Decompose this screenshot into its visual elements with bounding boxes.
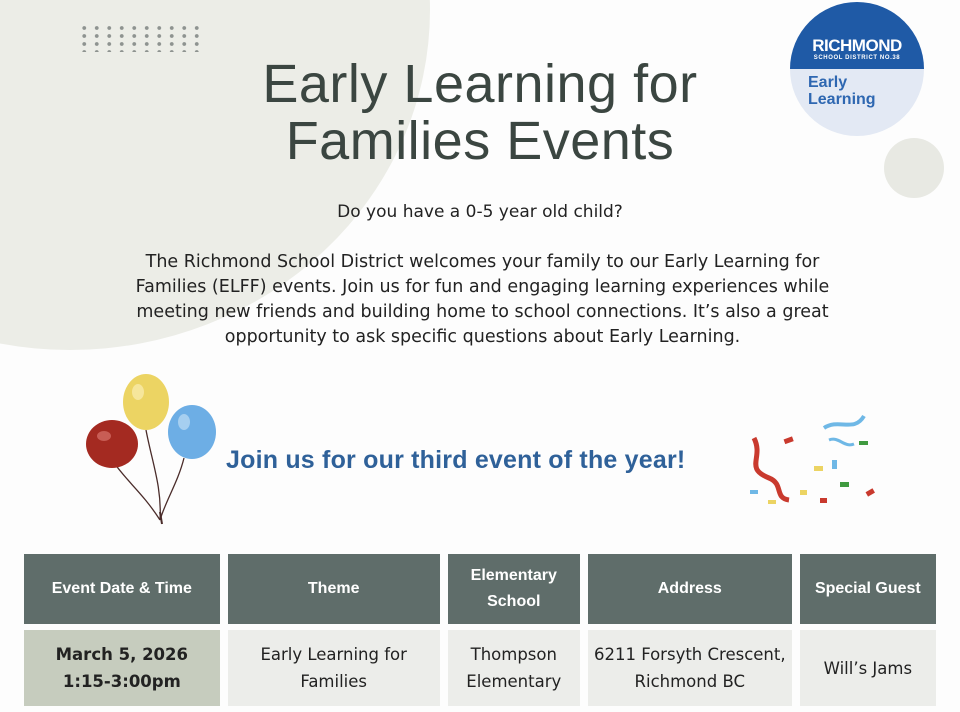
cell-theme: Early Learning for Families bbox=[228, 630, 440, 706]
cell-school: Thompson Elementary bbox=[448, 630, 580, 706]
header-school: Elementary School bbox=[448, 554, 580, 624]
title-line2: Families Events bbox=[285, 111, 675, 171]
event-time: 1:15-3:00pm bbox=[62, 672, 181, 691]
intro-paragraph: The Richmond School District welcomes your family to our Early Learning for Families (ELFF) events. Join us for fun and engaging learning experiences while meeting new friends and building home to school connections. It’s also a great opportunity to ask specific questions about Early Learning. bbox=[135, 252, 830, 347]
title-line1: Early Learning for bbox=[262, 54, 698, 114]
balloons-icon bbox=[82, 372, 222, 527]
background-circle-small bbox=[884, 138, 944, 198]
cell-address bbox=[588, 630, 792, 706]
address-line2: Richmond BC bbox=[634, 672, 746, 691]
cell-date-time bbox=[24, 630, 220, 706]
confetti-icon bbox=[744, 408, 884, 518]
logo-line1: Early bbox=[808, 74, 848, 91]
logo-subtitle: SCHOOL DISTRICT NO.38 bbox=[813, 55, 901, 61]
page-title bbox=[180, 56, 780, 170]
events-table bbox=[16, 548, 944, 712]
table-header-row bbox=[24, 554, 936, 624]
logo-name: RICHMOND bbox=[812, 36, 902, 55]
cell-special-guest: Will’s Jams bbox=[800, 630, 936, 706]
address-line1: 6211 Forsyth Crescent, bbox=[593, 645, 786, 664]
header-date-time: Event Date & Time bbox=[24, 554, 220, 624]
table-row bbox=[24, 630, 936, 706]
header-theme: Theme bbox=[228, 554, 440, 624]
question-text: Do you have a 0-5 year old child? bbox=[337, 202, 623, 222]
header-special-guest: Special Guest bbox=[800, 554, 936, 624]
dot-pattern bbox=[78, 24, 200, 52]
event-date: March 5, 2026 bbox=[55, 645, 189, 664]
event-banner: Join us for our third event of the year! bbox=[226, 446, 686, 474]
header-address: Address bbox=[588, 554, 792, 624]
logo-line2: Learning bbox=[808, 91, 876, 108]
richmond-early-learning-logo bbox=[790, 2, 924, 136]
